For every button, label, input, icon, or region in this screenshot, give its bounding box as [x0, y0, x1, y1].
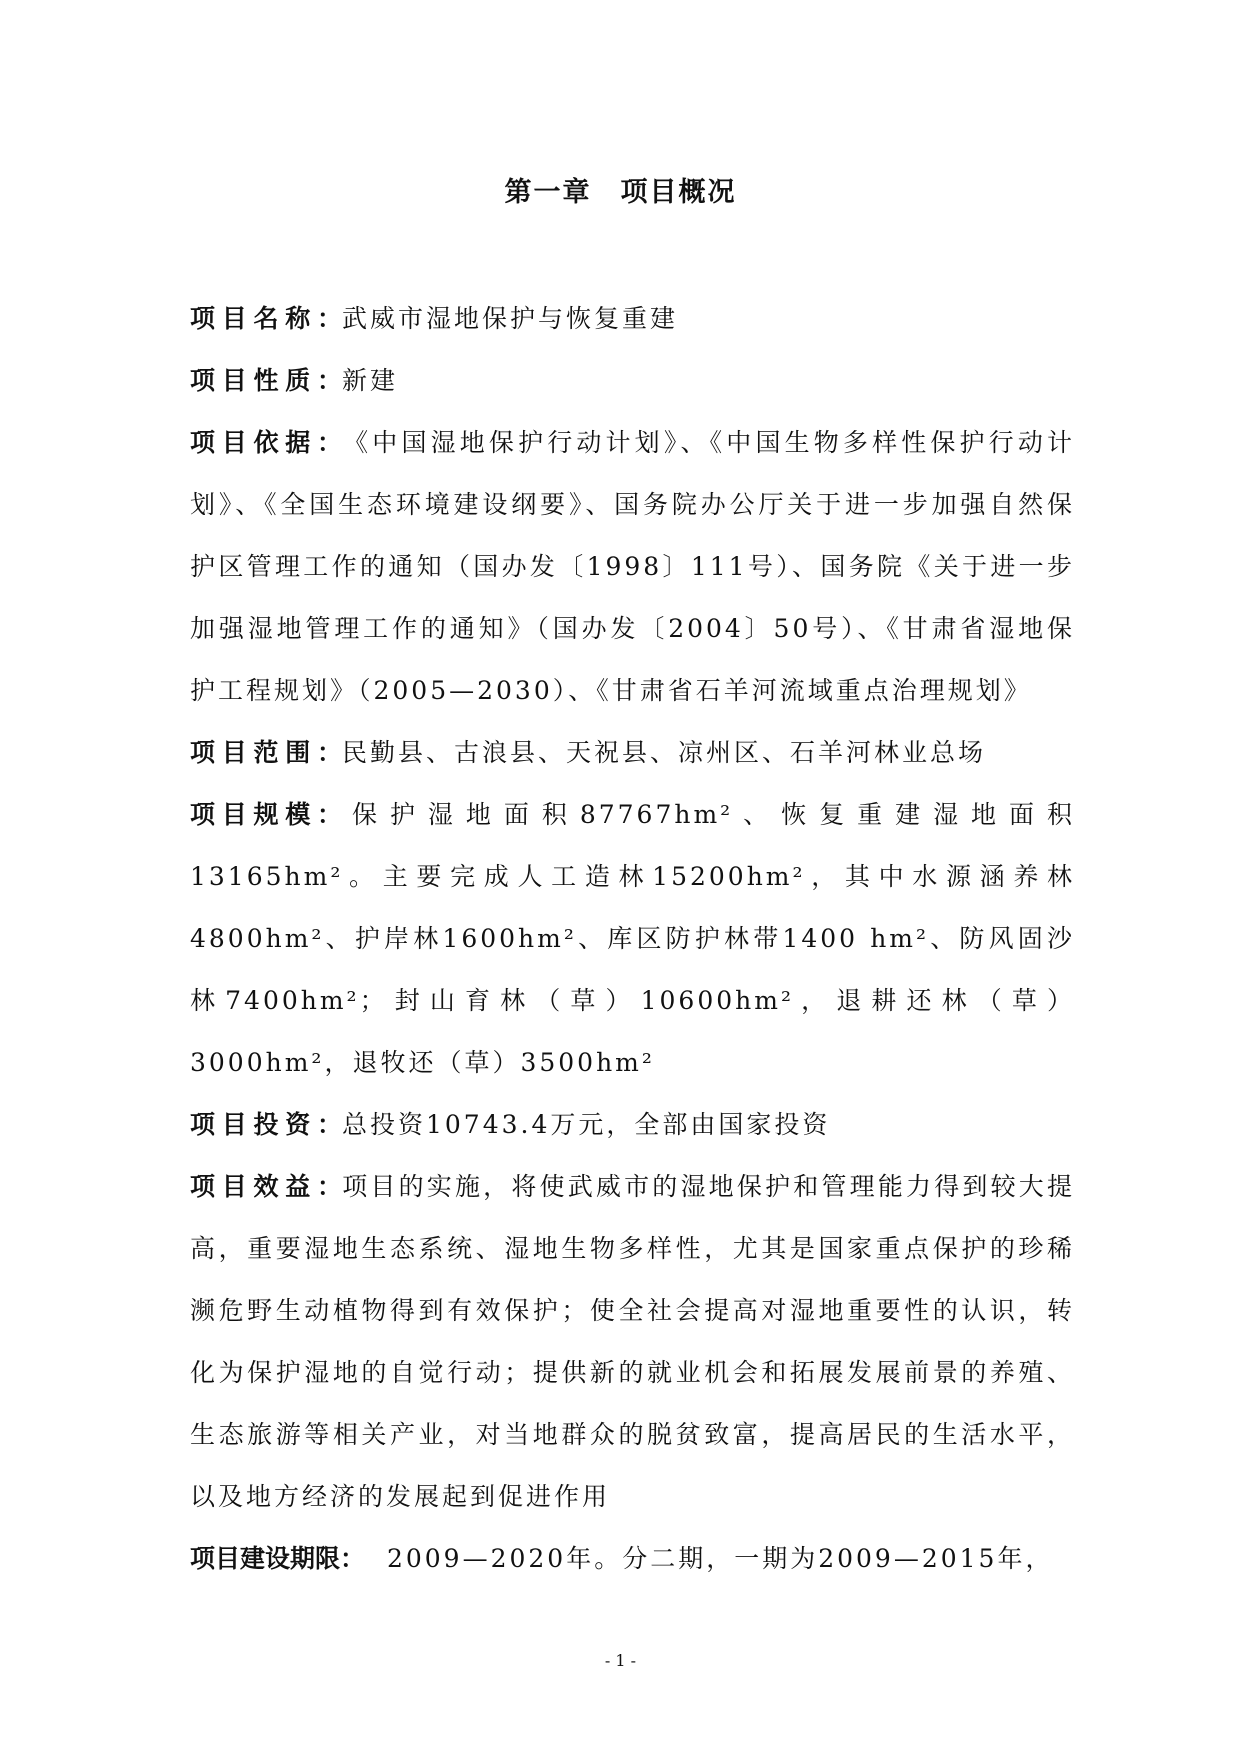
entry-label: 项目投资： [190, 1110, 342, 1139]
project-overview-body [190, 288, 1075, 1590]
entry-label: 项目规模： [190, 800, 342, 829]
entry-label: 项目依据： [190, 428, 342, 457]
entry-label: 项目性质： [190, 366, 342, 395]
entry-project-investment [190, 1094, 1075, 1156]
entry-label: 项目名称： [190, 304, 342, 333]
entry-text: 总投资10743.4万元，全部由国家投资 [342, 1110, 831, 1139]
entry-text: 民勤县、古浪县、天祝县、凉州区、石羊河林业总场 [342, 738, 987, 767]
entry-project-name [190, 288, 1075, 350]
entry-text: 项目的实施，将使武威市的湿地保护和管理能力得到较大提高，重要湿地生态系统、湿地生物多样性，尤其是国家重点保护的珍稀濒危野生动植物得到有效保护；使全社会提高对湿地重要性的认识，转化为保护湿地的自觉行动；提供新的就业机会和拓展发展前景的养殖、生态旅游等相关产业，对当地群众的脱贫致富，提高居民的生活水平，以及地方经济的发展起到促进作用 [190, 1172, 1075, 1511]
entry-text: 武威市湿地保护与恢复重建 [342, 304, 679, 333]
entry-construction-period [190, 1528, 1075, 1590]
entry-project-scope [190, 722, 1075, 784]
page-number: - 1 - [604, 1651, 637, 1670]
entry-text: 新建 [342, 366, 399, 395]
entry-label: 项目范围： [190, 738, 342, 767]
entry-project-benefits [190, 1156, 1075, 1528]
chapter-title: 第一章 项目概况 [504, 177, 737, 208]
entry-project-scale [190, 784, 1075, 1094]
entry-project-basis [190, 412, 1075, 722]
entry-text: 保护湿地面积87767hm²、恢复重建湿地面积13165hm²。主要完成人工造林15200hm²，其中水源涵养林4800hm²、护岸林1600hm²、库区防护林带1400 hm²、防风固沙林7400hm²；封山育林（草）10600hm²，退耕还林（草）3000hm²，退牧还（草）3500hm² [190, 800, 1075, 1077]
entry-text: 《中国湿地保护行动计划》、《中国生物多样性保护行动计划》、《全国生态环境建设纲要》、国务院办公厅关于进一步加强自然保护区管理工作的通知（国办发〔1998〕111号）、国务院《关于进一步加强湿地管理工作的通知》（国办发〔2004〕50号）、《甘肃省湿地保护工程规划》（2005—2030）、《甘肃省石羊河流域重点治理规划》 [190, 428, 1075, 705]
entry-text: 2009—2020年。分二期，一期为2009—2015年， [376, 1544, 1054, 1573]
entry-project-nature [190, 350, 1075, 412]
entry-label: 项目效益： [190, 1172, 342, 1201]
entry-label: 项目建设期限： [190, 1544, 366, 1573]
